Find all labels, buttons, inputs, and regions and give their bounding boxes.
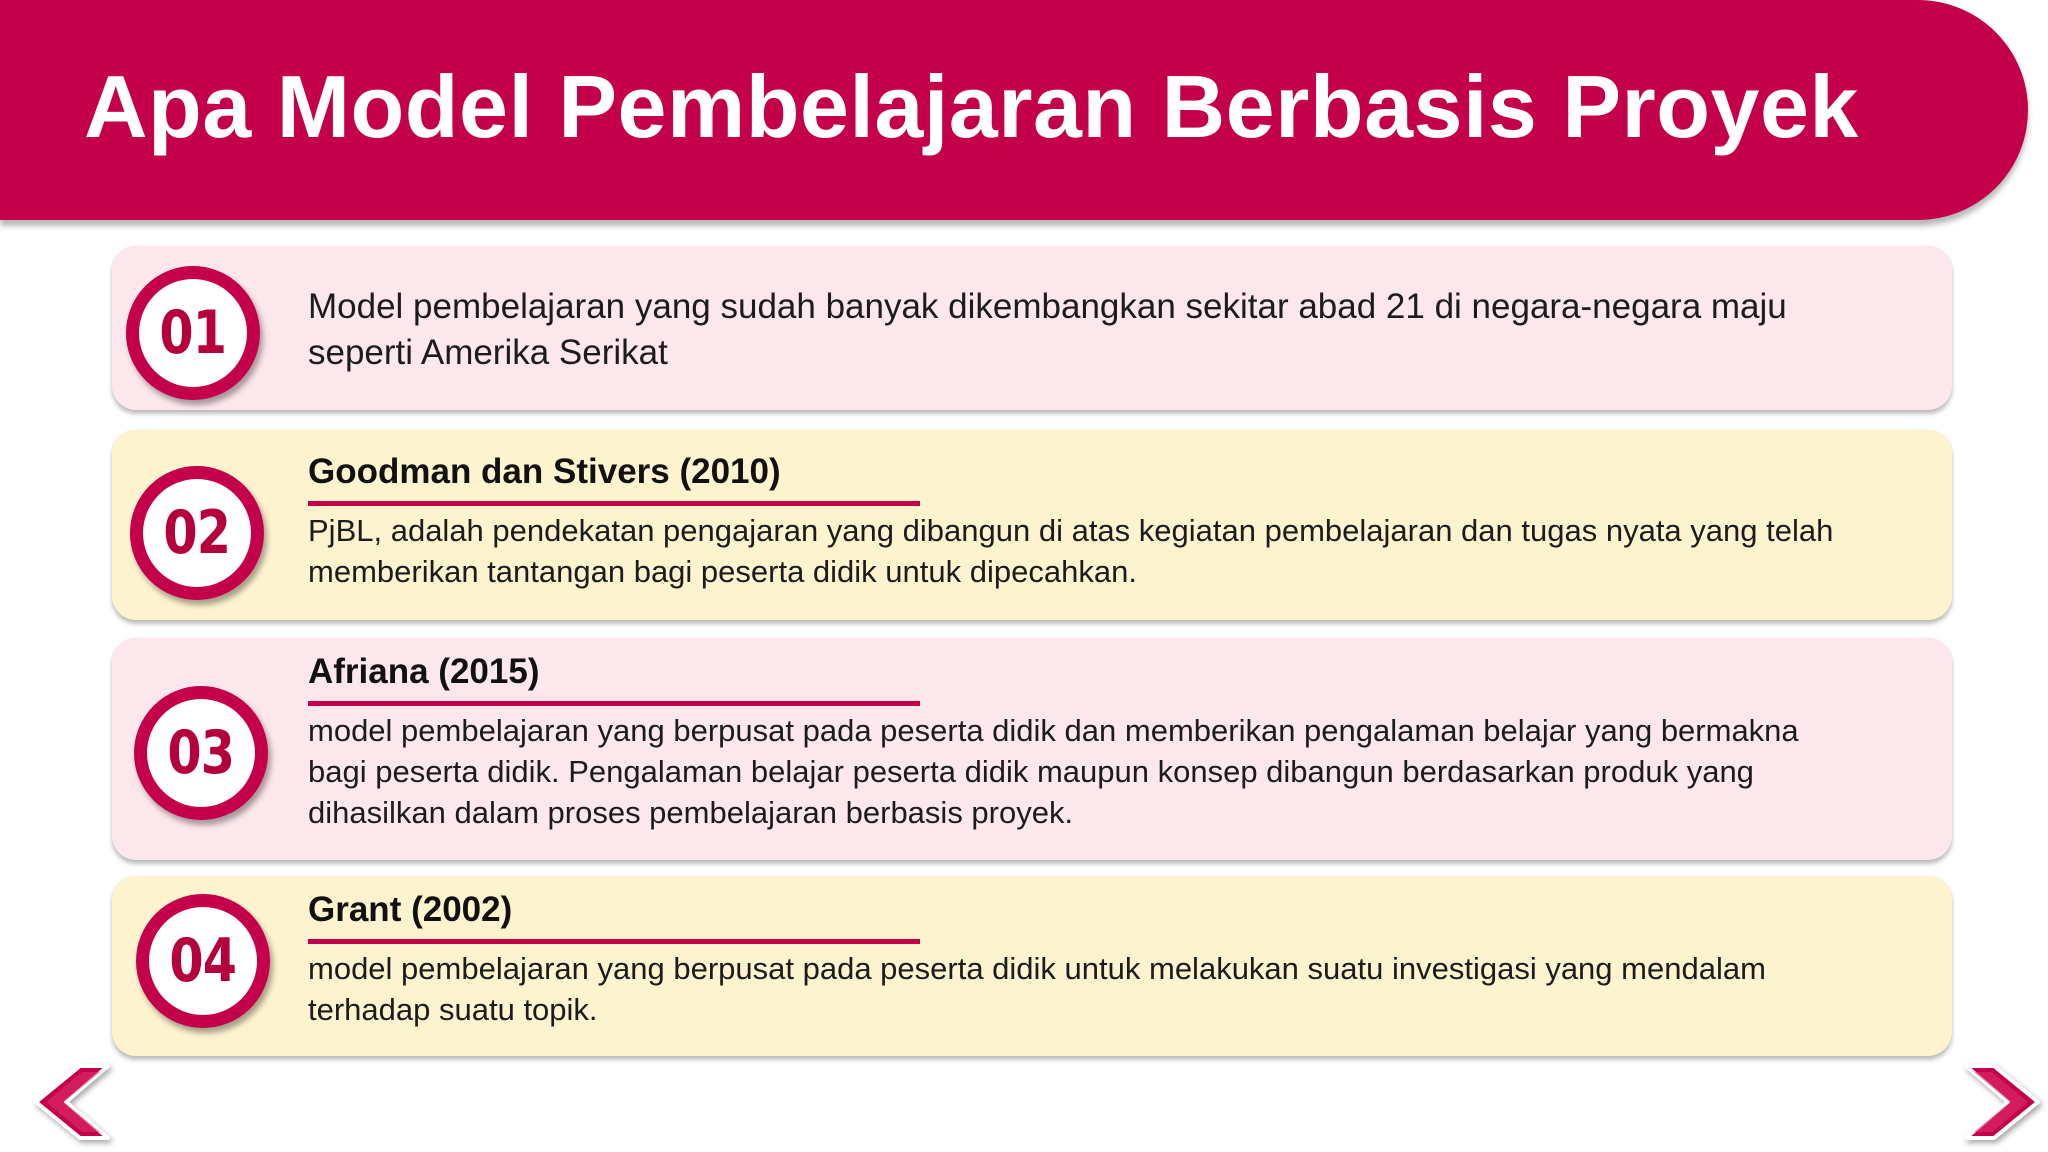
item-card-01	[112, 246, 1952, 410]
number-badge-02	[130, 466, 264, 600]
heading-underline	[308, 501, 920, 506]
heading-underline	[308, 701, 920, 706]
title-banner	[0, 0, 2028, 220]
badge-number: 03	[167, 718, 235, 788]
next-slide-button[interactable]	[1954, 1062, 2044, 1142]
number-badge-03	[134, 686, 268, 820]
badge-number: 01	[159, 298, 227, 368]
number-badge-01	[126, 266, 260, 400]
number-badge-04	[136, 894, 270, 1028]
badge-number: 04	[169, 926, 237, 996]
item-heading-03: Afriana (2015)	[308, 652, 540, 691]
slide-title: Apa Model Pembelajaran Berbasis Proyek	[84, 57, 1859, 156]
item-text-04: model pembelajaran yang berpusat pada peserta didik untuk melakukan suatu investigasi yang mendalam terhadap suatu topik.	[308, 951, 1766, 1027]
item-text-03: model pembelajaran yang berpusat pada peserta didik dan memberikan pengalaman belajar yang bermakna bagi peserta didik. Pengalaman belajar peserta didik maupun konsep dibangun berdasarkan produk yang dihasilkan dalam proses pembelajaran berbasis proyek.	[308, 713, 1799, 830]
item-card-04	[112, 876, 1952, 1056]
item-card-02	[112, 430, 1952, 620]
item-heading-02: Goodman dan Stivers (2010)	[308, 452, 781, 491]
item-text-01: Model pembelajaran yang sudah banyak dikembangkan sekitar abad 21 di negara-negara maju seperti Amerika Serikat	[308, 287, 1787, 372]
heading-underline	[308, 939, 920, 944]
badge-number: 02	[163, 498, 231, 568]
prev-slide-button[interactable]	[30, 1062, 120, 1142]
item-card-03	[112, 638, 1952, 860]
item-heading-04: Grant (2002)	[308, 890, 513, 929]
item-text-02: PjBL, adalah pendekatan pengajaran yang dibangun di atas kegiatan pembelajaran dan tugas nyata yang telah memberikan tantangan bagi peserta didik untuk dipecahkan.	[308, 513, 1834, 589]
chevron-left-icon	[30, 1062, 120, 1142]
chevron-right-icon	[1954, 1062, 2044, 1142]
